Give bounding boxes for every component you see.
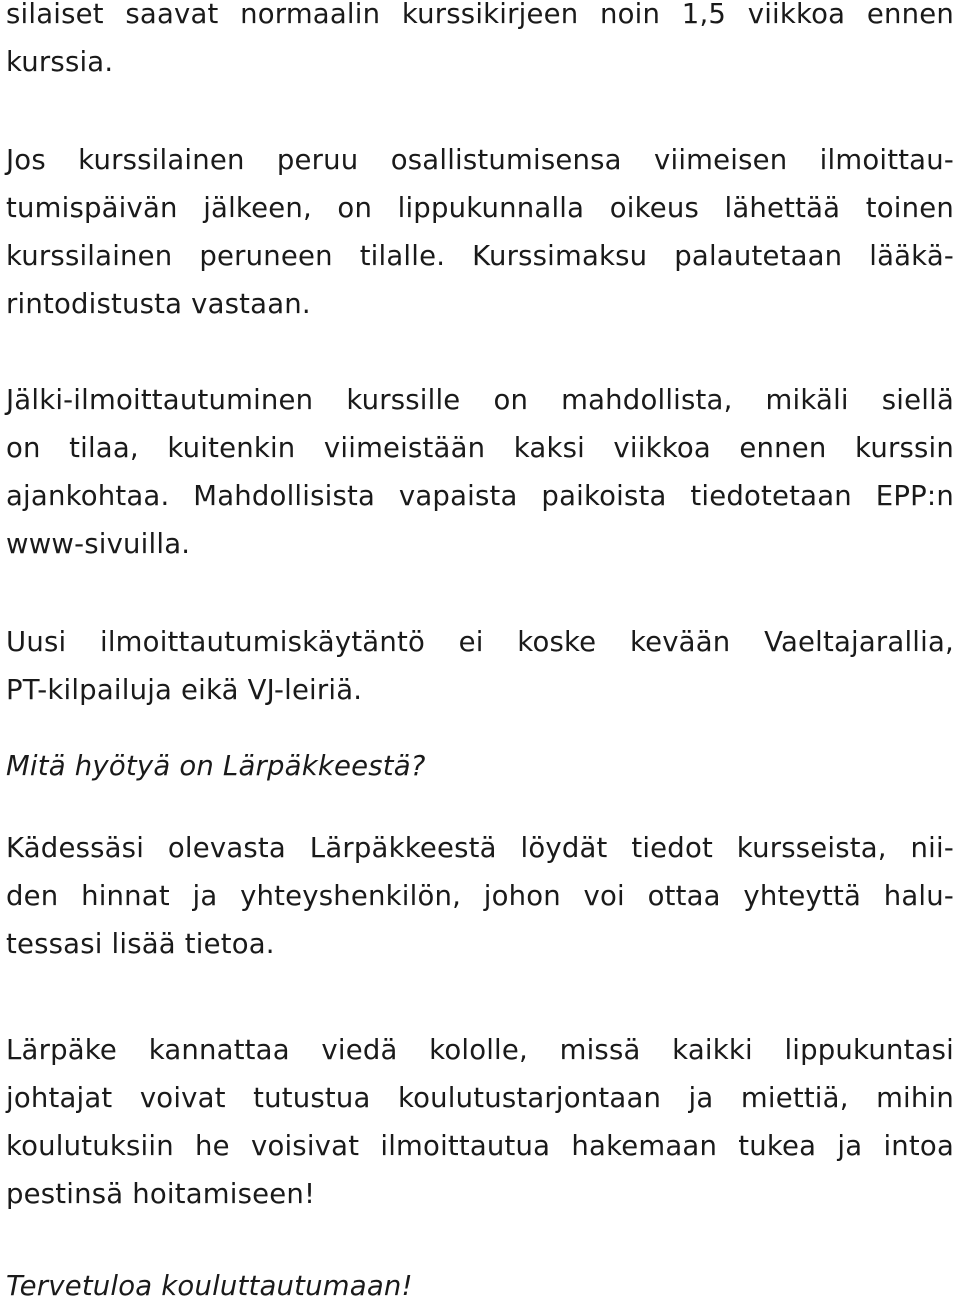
text-line: Lärpäke kannattaa viedä kololle, missä kaikki lippukuntasi [6, 1034, 954, 1066]
text-line: tumispäivän jälkeen, on lippukunnalla oikeus lähettää toinen [6, 192, 954, 224]
text-line: koulutuksiin he voisivat ilmoittautua hakemaan tukea ja intoa [6, 1130, 954, 1162]
text-line: ajankohtaa. Mahdollisista vapaista paikoista tiedotetaan EPP:n [6, 480, 954, 512]
text-line: pestinsä hoitamiseen! [6, 1178, 316, 1210]
text-line: johtajat voivat tutustua koulutustarjontaan ja miettiä, mihin [6, 1082, 954, 1114]
text-line: den hinnat ja yhteyshenkilön, johon voi ottaa yhteyttä halu- [6, 880, 954, 912]
section-heading: Mitä hyötyä on Lärpäkkeestä? [6, 750, 426, 782]
text-line: rintodistusta vastaan. [6, 288, 311, 320]
text-line: tessasi lisää tietoa. [6, 928, 275, 960]
text-line: kurssia. [6, 46, 114, 78]
text-line: kurssilainen peruneen tilalle. Kurssimaksu palautetaan lääkä- [6, 240, 954, 272]
text-line: www-sivuilla. [6, 528, 191, 560]
text-line: Jälki-ilmoittautuminen kurssille on mahdollista, mikäli siellä [6, 384, 954, 416]
closing-heading: Tervetuloa kouluttautumaan! [6, 1270, 413, 1302]
text-line: PT-kilpailuja eikä VJ-leiriä. [6, 674, 363, 706]
text-line: Uusi ilmoittautumiskäytäntö ei koske kevään Vaeltajarallia, [6, 626, 954, 658]
text-line: on tilaa, kuitenkin viimeistään kaksi viikkoa ennen kurssin [6, 432, 954, 464]
text-line: Kädessäsi olevasta Lärpäkkeestä löydät tiedot kursseista, nii- [6, 832, 954, 864]
text-line: silaiset saavat normaalin kurssikirjeen noin 1,5 viikkoa ennen [6, 0, 954, 30]
text-line: Jos kurssilainen peruu osallistumisensa viimeisen ilmoittau- [6, 144, 954, 176]
